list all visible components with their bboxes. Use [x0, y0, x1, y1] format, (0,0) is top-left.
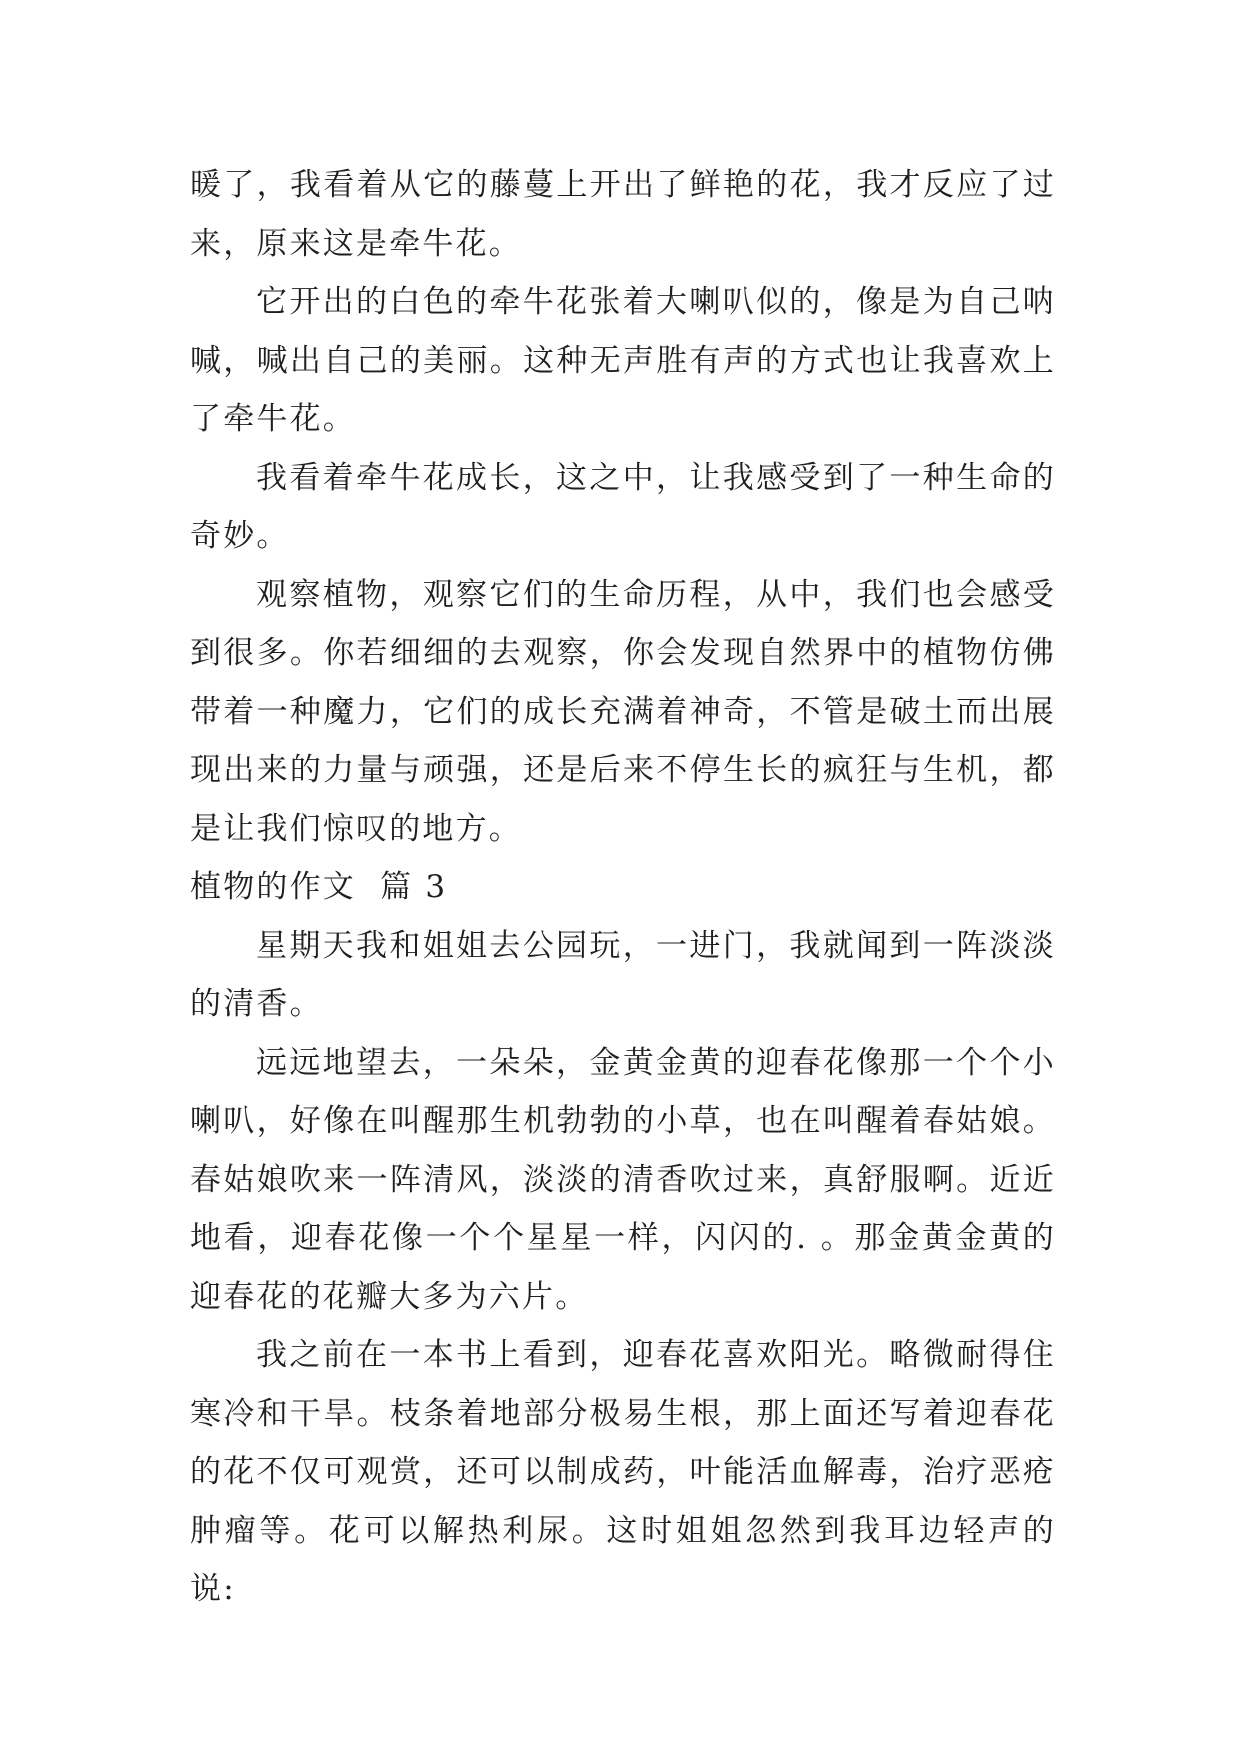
paragraph-observe-plants: 观察植物，观察它们的生命历程，从中，我们也会感受到很多。你若细细的去观察，你会发现自然界中的植物仿佛带着一种魔力，它们的成长充满着神奇，不管是破土而出展现出来的力量与顽强，还是后来不停生长的疯狂与生机，都是让我们惊叹的地方。: [190, 576, 1056, 847]
paragraph-winter-jasmine: 远远地望去，一朵朵，金黄金黄的迎春花像那一个个小喇叭，好像在叫醒那生机勃勃的小草，也在叫醒着春姑娘。春姑娘吹来一阵清风，淡淡的清香吹过来，真舒服啊。近近地看，迎春花像一个个星星一样，闪闪的. 。那金黄金黄的迎春花的花瓣大多为六片。: [190, 1044, 1056, 1315]
paragraph-morning-glory-growth: 我看着牵牛花成长，这之中，让我感受到了一种生命的奇妙。: [190, 459, 1056, 554]
paragraph-continuation: 暖了，我看着从它的藤蔓上开出了鲜艳的花，我才反应了过来，原来这是牵牛花。: [190, 167, 1056, 262]
paragraph-morning-glory-white: 它开出的白色的牵牛花张着大喇叭似的，像是为自己呐喊，喊出自己的美丽。这种无声胜有声的方式也让我喜欢上了牵牛花。: [190, 284, 1056, 437]
document-page: [190, 156, 1056, 1619]
paragraph-book-knowledge: 我之前在一本书上看到，迎春花喜欢阳光。略微耐得住寒冷和干旱。枝条着地部分极易生根，那上面还写着迎春花的花不仅可观赏，还可以制成药，叶能活血解毒，治疗恶疮肿瘤等。花可以解热利尿。这时姐姐忽然到我耳边轻声的说:: [190, 1337, 1056, 1607]
section-heading: 植物的作文 篇 3: [190, 869, 448, 905]
paragraph-park-visit: 星期天我和姐姐去公园玩，一进门，我就闻到一阵淡淡的清香。: [190, 927, 1056, 1022]
